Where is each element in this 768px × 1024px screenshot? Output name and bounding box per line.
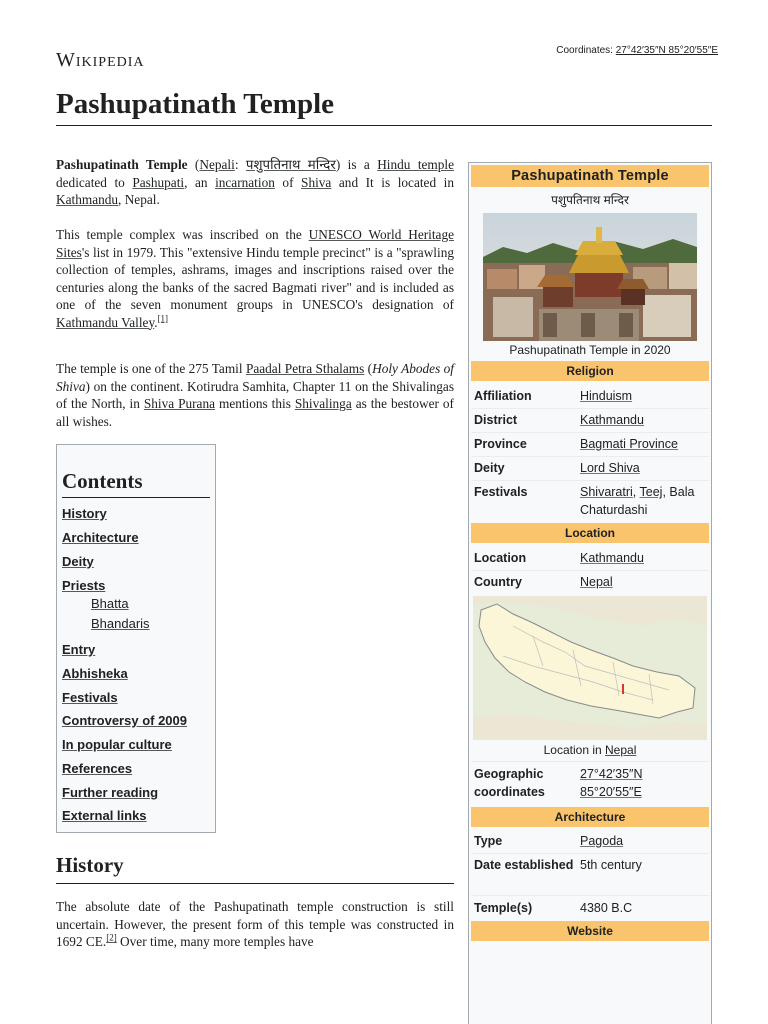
toc-item-external-links[interactable]: External links (62, 808, 147, 823)
label-affiliation: Affiliation (474, 389, 532, 403)
row-divider (471, 432, 709, 433)
coordinates-label: Coordinates: (556, 45, 613, 56)
toc-item-references[interactable]: References (62, 761, 133, 776)
row-divider (471, 408, 709, 409)
row-divider (471, 480, 709, 481)
separator: , (662, 485, 670, 499)
value-district (580, 411, 710, 429)
section-website: Website (471, 921, 709, 941)
link-hindu-temple[interactable]: Hindu temple (377, 157, 455, 172)
location-marker-icon (622, 684, 624, 694)
toc-item-history[interactable]: History (62, 506, 107, 521)
text: as the bestower of all wishes. (56, 396, 454, 429)
label-type: Type (474, 834, 503, 848)
link-kathmandu-location[interactable]: Kathmandu (580, 551, 644, 565)
section-heading-history: History (56, 853, 124, 877)
link-teej[interactable]: Teej (639, 485, 663, 499)
text: ) on the continent. Kotirudra Samhita, Chapter 11 on the Shivalingas of the North, in (56, 378, 454, 411)
toc-item-deity[interactable]: Deity (62, 554, 94, 569)
intro-paragraph-1 (56, 156, 454, 209)
link-shivalinga[interactable]: Shivalinga (294, 396, 352, 411)
table-of-contents (56, 444, 216, 833)
festival-bala-chaturdashi: Bala Chaturdashi (580, 485, 695, 517)
value-temples: 4380 B.C (580, 901, 633, 915)
value-date-established: 5th century (580, 858, 642, 872)
link-pashupati[interactable]: Pashupati (132, 174, 185, 190)
label-province: Province (474, 437, 527, 451)
map-caption-text: Location in (543, 743, 606, 757)
text: Over time, many more temples have (116, 934, 314, 949)
toc-item-further-reading[interactable]: Further reading (62, 785, 159, 800)
row-divider (471, 761, 709, 762)
toc-item-abhisheka[interactable]: Abhisheka (62, 666, 128, 681)
value-country (580, 573, 710, 591)
toc-item-priests[interactable]: Priests (62, 578, 106, 593)
link-kathmandu-district[interactable]: Kathmandu (580, 413, 644, 427)
section-architecture: Architecture (471, 807, 709, 827)
page-title: Pashupatinath Temple (56, 88, 335, 120)
infobox-native-name: पशुपतिनाथ मन्दिर (551, 193, 629, 207)
link-longitude[interactable]: 85°20′55″E (580, 785, 642, 799)
coordinates-link[interactable]: 27°42′35″N 85°20′55″E (615, 45, 718, 56)
link-nepal[interactable]: Nepal (580, 575, 613, 589)
toc-divider (62, 497, 210, 498)
link-shivaratri[interactable]: Shivaratri (580, 485, 633, 499)
photo-caption: Pashupatinath Temple in 2020 (509, 343, 671, 357)
wikipedia-wordmark[interactable]: Wikipedia (56, 49, 145, 71)
link-unesco[interactable]: UNESCO World Heritage Sites (56, 227, 455, 260)
label-deity: Deity (474, 461, 505, 475)
value-coordinates (580, 765, 710, 801)
text: ( (364, 361, 373, 376)
link-paadal-petra[interactable]: Paadal Petra Sthalams (245, 361, 365, 376)
link-native-name[interactable]: पशुपतिनाथ मन्दिर (245, 157, 336, 172)
label-geographic-coordinates: Geographic coordinates (474, 767, 545, 799)
link-shiva-purana[interactable]: Shiva Purana (143, 396, 216, 411)
text: ( (187, 157, 200, 172)
toc-item-festivals[interactable]: Festivals (62, 690, 118, 705)
link-bagmati-province[interactable]: Bagmati Province (580, 437, 678, 451)
link-lord-shiva[interactable]: Lord Shiva (580, 461, 640, 475)
link-incarnation[interactable]: incarnation (215, 174, 275, 190)
link-kathmandu[interactable]: Kathmandu (56, 192, 119, 207)
text: of (274, 174, 302, 190)
label-festivals: Festivals (474, 485, 528, 499)
toc-item-controversy[interactable]: Controversy of 2009 (62, 713, 187, 728)
value-province (580, 435, 710, 453)
toc-subitem-bhandaris[interactable]: Bhandaris (91, 616, 150, 631)
text: mentions this (215, 396, 295, 411)
italic-text: Holy Abodes of Shiva (56, 361, 454, 394)
nepal-map-icon (473, 596, 707, 740)
value-affiliation (580, 387, 710, 405)
label-district: District (474, 413, 518, 427)
title-divider (56, 125, 712, 126)
link-nepali[interactable]: Nepali (199, 157, 235, 172)
bold-title: Pashupatinath Temple (56, 157, 188, 172)
link-pagoda[interactable]: Pagoda (580, 834, 624, 848)
intro-paragraph-3 (56, 360, 454, 430)
separator: , (632, 485, 640, 499)
text: This temple complex was inscribed on the (56, 227, 309, 242)
temple-photo[interactable] (483, 213, 697, 341)
link-latitude[interactable]: 27°42′35″N (580, 767, 643, 781)
map-caption (469, 743, 711, 757)
section-location: Location (471, 523, 709, 543)
toc-subitem-bhatta[interactable]: Bhatta (91, 596, 129, 611)
text: , an (184, 174, 216, 190)
label-location: Location (474, 551, 527, 565)
text: The temple is one of the 275 Tamil (56, 361, 246, 376)
intro-paragraph-2 (56, 226, 454, 331)
row-divider (471, 853, 709, 854)
text: 's list in 1979. This "extensive Hindu temple precinct" is a "sprawling collection of temples, ashrams, images and inscriptions raised over the centuries along the banks of the sacred Bagmati river" and is included as one of the seven monument groups in UNESCO's designation of (56, 244, 454, 312)
link-map-nepal[interactable]: Nepal (605, 743, 637, 757)
link-shiva[interactable]: Shiva (301, 174, 332, 190)
value-deity (580, 459, 710, 477)
text: : (234, 157, 246, 172)
value-type (580, 832, 710, 850)
row-divider (471, 895, 709, 896)
toc-item-popular-culture[interactable]: In popular culture (62, 737, 172, 752)
text: ) is a (335, 157, 378, 172)
row-divider (471, 570, 709, 571)
text: . (154, 314, 158, 330)
section-divider (56, 883, 454, 884)
text: and It is located in (331, 174, 454, 190)
value-festivals (580, 483, 710, 519)
label-date-established: Date established (474, 858, 574, 872)
toc-item-entry[interactable]: Entry (62, 642, 96, 657)
text: dedicated to (56, 174, 133, 190)
toc-item-architecture[interactable]: Architecture (62, 530, 139, 545)
text: , Nepal. (118, 192, 160, 207)
toc-title: Contents (62, 469, 143, 493)
infobox (468, 162, 712, 1024)
history-paragraph (56, 898, 454, 951)
label-country: Country (474, 575, 522, 589)
location-map[interactable] (473, 596, 707, 740)
reference-2[interactable]: [2] (106, 932, 117, 943)
section-religion: Religion (471, 361, 709, 381)
infobox-title: Pashupatinath Temple (471, 165, 709, 187)
label-temples: Temple(s) (474, 901, 533, 915)
reference-1[interactable]: [1] (157, 313, 169, 324)
coordinates-header (556, 45, 718, 56)
value-location (580, 549, 710, 567)
link-hinduism[interactable]: Hinduism (580, 389, 633, 403)
text: The absolute date of the Pashupatinath temple construction is still uncertain. However, the present form of this temple was constructed in 1692 CE. (56, 899, 454, 949)
row-divider (471, 456, 709, 457)
link-kathmandu-valley[interactable]: Kathmandu Valley (56, 314, 155, 330)
